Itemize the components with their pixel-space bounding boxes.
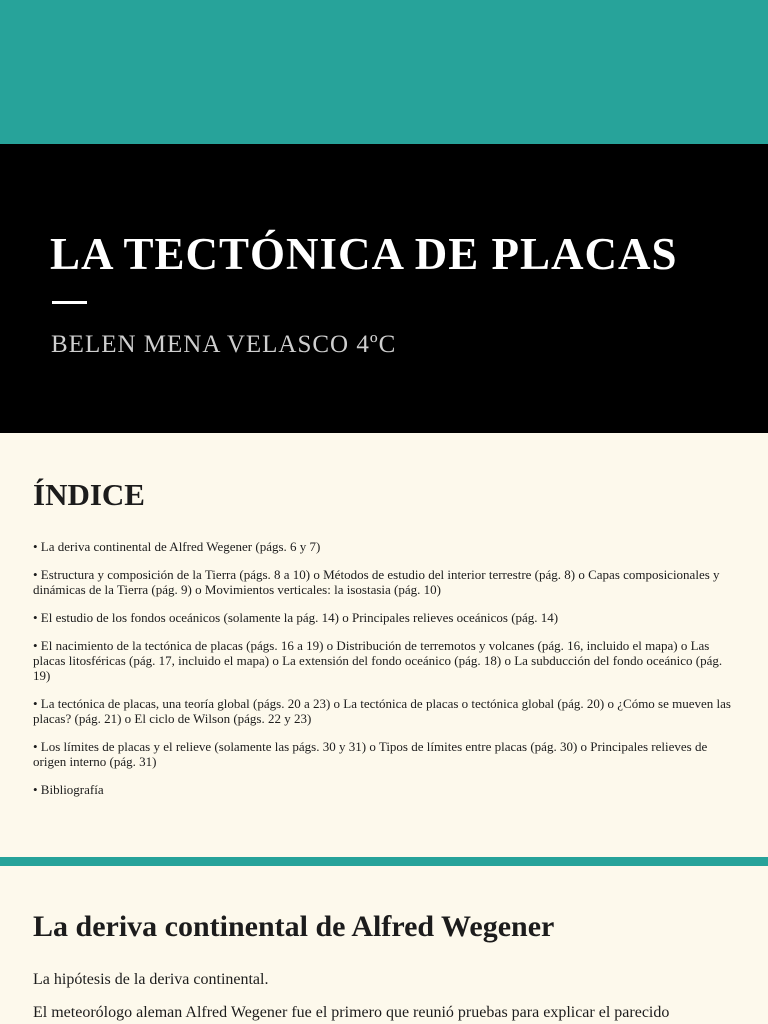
index-item: • Los límites de placas y el relieve (solamente las págs. 30 y 31) o Tipos de límites entre placas (pág. 30) o Principales relieves de origen interno (pág. 31): [33, 739, 708, 769]
teal-header-band: [0, 0, 768, 144]
index-item: • Bibliografía: [33, 782, 104, 797]
index-slide: [0, 433, 768, 857]
author-subtitle: BELEN MENA VELASCO 4ºC: [51, 331, 397, 358]
index-item: • La tectónica de placas, una teoría global (págs. 20 a 23) o La tectónica de placas o tectónica global (pág. 20) o ¿Cómo se mueven las placas? (pág. 21) o El ciclo de Wilson (págs. 22 y 23): [33, 696, 731, 726]
index-item: • La deriva continental de Alfred Wegener (págs. 6 y 7): [33, 539, 321, 554]
index-item: • El nacimiento de la tectónica de placas (págs. 16 a 19) o Distribución de terremotos y volcanes (pág. 16, incluido el mapa) o Las placas litosféricas (pág. 17, incluido el mapa) o La extensión del fondo oceánico (pág. 18) o La subducción del fondo oceánico (pág. 19): [33, 638, 723, 683]
section-paragraph: El meteorólogo aleman Alfred Wegener fue el primero que reunió pruebas para explicar el parecido: [33, 1004, 670, 1021]
section-title: La deriva continental de Alfred Wegener: [33, 910, 555, 943]
index-item: • El estudio de los fondos oceánicos (solamente la pág. 14) o Principales relieves oceánicos (pág. 14): [33, 610, 559, 625]
cover-slide: [0, 144, 768, 433]
page-title: LA TECTÓNICA DE PLACAS: [50, 229, 678, 279]
index-heading: ÍNDICE: [33, 477, 145, 512]
slide-divider: [0, 857, 768, 866]
index-list: [33, 539, 733, 810]
section-intro: La hipótesis de la deriva continental.: [33, 971, 269, 988]
index-item: • Estructura y composición de la Tierra (págs. 8 a 10) o Métodos de estudio del interior terrestre (pág. 8) o Capas composicionales y dinámicas de la Tierra (pág. 9) o Movimientos verticales: la isostasia (pág. 10): [33, 567, 720, 597]
section-slide: [0, 866, 768, 1024]
title-underline: [52, 301, 87, 304]
